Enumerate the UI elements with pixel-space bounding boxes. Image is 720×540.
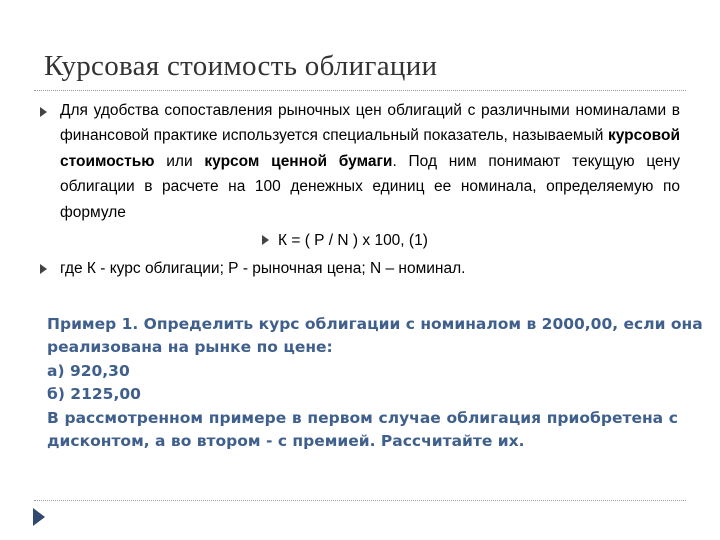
footer-divider <box>34 500 686 501</box>
definition-text-b: или <box>154 152 205 170</box>
example-option-b: б) 2125,00 <box>47 385 141 404</box>
bullet-arrow-icon <box>40 264 47 274</box>
bullet-paragraph-legend: где К - курс облигации; Р - рыночная цена; N – номинал. <box>60 260 466 277</box>
example-conclusion: В рассмотренном примере в первом случае облигация приобретена с дисконтом, а во втором - с премией. Рассчитайте их. <box>47 408 678 451</box>
example-line-2: реализована на рынке по цене: <box>47 338 333 357</box>
slide-title: Курсовая стоимость облигации <box>44 50 438 82</box>
bullet-arrow-icon <box>40 107 47 117</box>
definition-text-c: . Под ним понимают текущую цену облигации в расчете на 100 денежных единиц ее номинала, определяемую по формуле <box>60 152 680 221</box>
title-divider <box>34 90 686 91</box>
definition-term-2: курсом ценной бумаги <box>204 152 393 170</box>
formula: К = ( Р / N ) х 100, (1) <box>278 232 428 249</box>
example-option-a: а) 920,30 <box>47 361 130 380</box>
definition-term-1: курсовой стоимостью <box>60 127 680 170</box>
bullet-arrow-icon <box>262 235 269 245</box>
definition-text-a: Для удобства сопоставления рыночных цен облигаций с различными номиналами в финансовой практике используется специальный показатель, называемый <box>60 102 680 145</box>
bullet-paragraph-definition <box>60 98 680 225</box>
example-block <box>47 313 703 453</box>
example-line-1: Пример 1. Определить курс облигации с номиналом в 2000,00, если она <box>47 315 703 333</box>
next-slide-icon[interactable] <box>33 508 45 526</box>
